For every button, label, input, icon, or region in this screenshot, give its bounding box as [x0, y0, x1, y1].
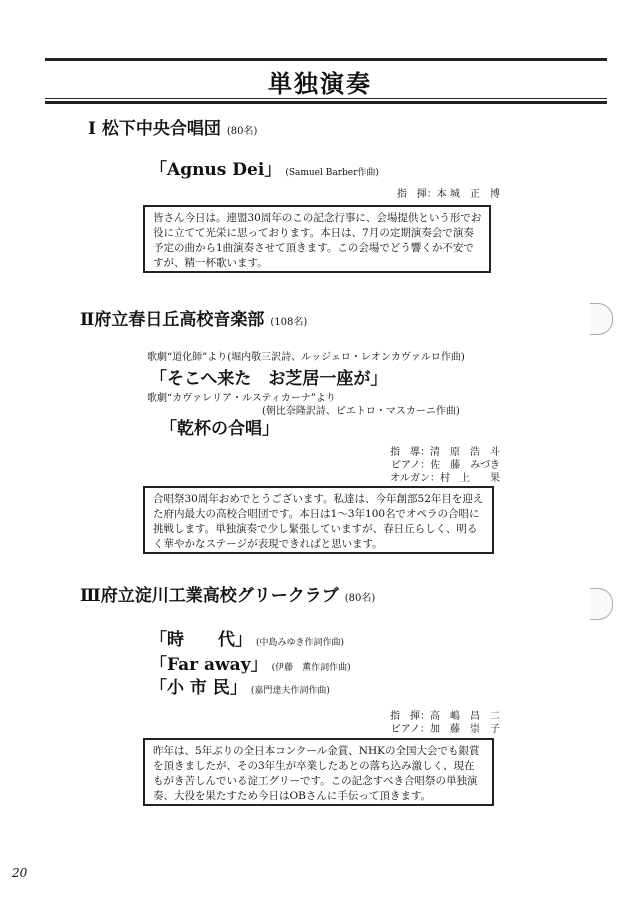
section-1-name: Ⅰ 松下中央合唱団 [88, 119, 221, 139]
song-title: 「Agnus Dei」 [150, 160, 282, 180]
section-2-song-2: 「乾杯の合唱」 [160, 419, 279, 439]
message-line: 予定の曲から1曲演奏させて頂きます。この会場でどう響くか不安で [153, 242, 474, 254]
section-3-count: (80名) [344, 593, 376, 604]
song-credit: (嘉門達夫作詞作曲) [250, 686, 330, 696]
song-credit: (Samuel Barber作曲) [285, 168, 379, 178]
section-3-name: Ⅲ府立淀川工業高校グリークラブ [80, 586, 339, 606]
song-title: 「小 市 民」 [150, 678, 247, 698]
message-line: 挑戦します。単独演奏で少し緊張していますが、春日丘らしく、明る [153, 523, 478, 535]
message-line: 昨年は、5年ぶりの全日本コンクール金賞、NHKの全国大会でも銀賞 [153, 745, 480, 757]
section-3-piano: ピアノ：加 藤 崇 子 [390, 724, 500, 735]
section-1-heading [88, 114, 257, 139]
section-3-song-2 [150, 650, 351, 675]
section-2-director: 指 導：清 原 浩 斗 [390, 447, 500, 458]
song-credit: (伊藤 薫作詞作曲) [271, 663, 351, 673]
section-2-message-box [143, 486, 494, 554]
message-line: 奏、大役を果たすため今日はOBさんに手伝って頂きます。 [153, 790, 431, 802]
song-credit: (中島みゆき作詞作曲) [256, 638, 345, 648]
section-2-count: (108名) [270, 317, 308, 328]
message-line: を頂きましたが、その3年生が卒業したあとの落ち込み激しく、現在 [153, 760, 475, 772]
message-line: すが、精一杯歌います。 [153, 257, 268, 269]
song-title: 「時 代」 [150, 630, 252, 650]
message-line: 皆さん今日は。連盟30周年のこの記念行事に、会場提供という形でお [153, 212, 481, 224]
page-number: 20 [12, 866, 28, 880]
message-line: もがき苦しんでいる淀工グリーです。この記念すべき合唱祭の単独演 [153, 775, 478, 787]
song-title: 「Far away」 [150, 655, 268, 675]
message-line: く華やかなステージが表現できればと思います。 [153, 538, 383, 550]
section-2-note-2: 歌劇“カヴァレリア・ルスティカーナ”より [147, 393, 336, 404]
message-line: た府内最大の高校合唱団です。本日は1～3年100名でオペラの合唱に [153, 508, 480, 520]
section-2-organ: オルガン：村 上 果 [390, 473, 500, 484]
section-3-heading [80, 581, 375, 606]
section-3-conductor: 指 揮：高 嶋 昌 二 [390, 711, 500, 722]
message-line: 合唱祭30周年おめでとうございます。私達は、今年創部52年目を迎え [153, 493, 484, 505]
title-rule-top [45, 58, 607, 61]
section-2-note-1: 歌劇“道化師”より(堀内敬三訳詩、ルッジェロ・レオンカヴァルロ作曲) [147, 352, 465, 363]
section-2-heading [80, 305, 307, 330]
section-2-piano: ピアノ：佐 藤 みづき [391, 460, 500, 471]
section-1-song-1 [150, 155, 379, 180]
message-line: 役に立てて光栄に思っております。本日は、7月の定期演奏会で演奏 [153, 227, 474, 239]
section-2-name: Ⅱ府立春日丘高校音楽部 [80, 310, 265, 330]
section-3-song-3 [150, 673, 330, 698]
section-3-message-box [143, 738, 494, 806]
section-1-count: (80名) [226, 126, 258, 137]
section-2-song-1: 「そこへ来た お芝居一座が」 [150, 369, 388, 389]
binder-hole-lower [590, 588, 613, 620]
binder-hole-upper [590, 303, 613, 335]
section-3-song-1 [150, 625, 344, 650]
page-title: 単独演奏 [268, 69, 372, 98]
title-rule-bottom [45, 98, 607, 99]
section-2-note-3: (朝比奈隆訳詩、ピエトロ・マスカーニ作曲) [262, 406, 460, 417]
section-1-conductor: 指 揮：本 城 正 博 [396, 189, 500, 200]
title-rule-bottom-2 [45, 101, 607, 104]
section-1-message-box [143, 205, 491, 273]
